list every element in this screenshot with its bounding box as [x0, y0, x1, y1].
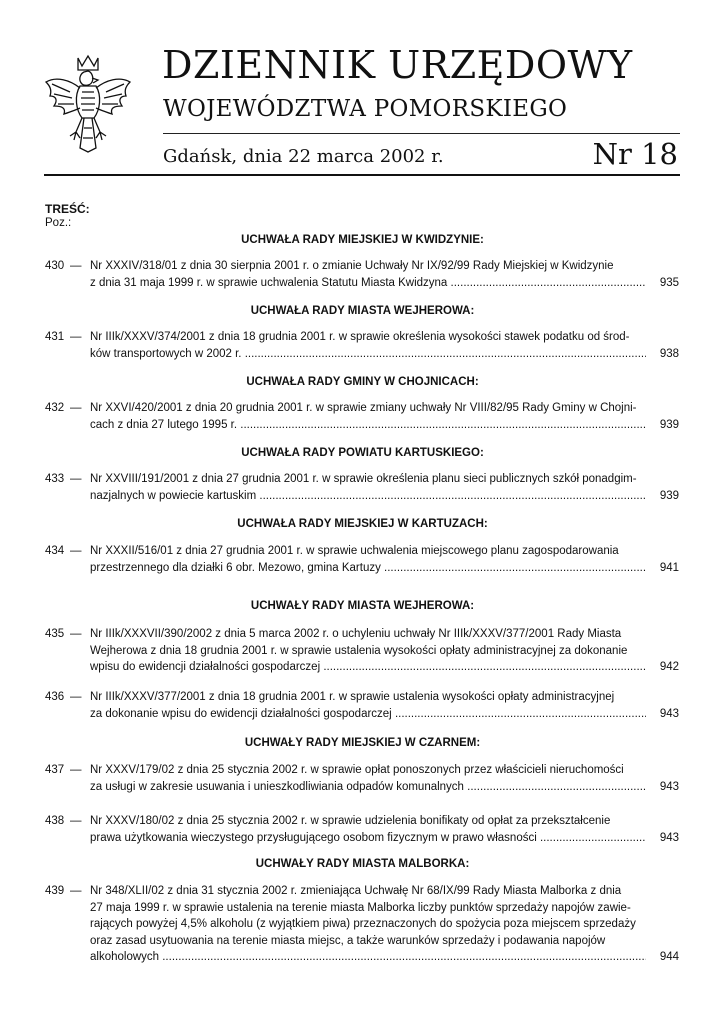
- entry-number: 433: [45, 473, 65, 485]
- entry-number: 438: [45, 815, 65, 827]
- entry-line: Nr XXVI/420/2001 z dnia 20 grudnia 2001 r. w sprawie zmiany uchwały Nr VIII/82/95 Rady Gminy w Chojni-: [90, 402, 637, 414]
- entry-line: rających powyżej 4,5% alkoholu (z wyjątkiem piwa) przeznaczonych do spożycia poza miejscem sprzedaży: [90, 918, 636, 930]
- entry-text: [90, 400, 646, 433]
- entry-dash: —: [70, 885, 82, 897]
- entry-line: oraz zasad usytuowania na terenie miasta miejsc, a także warunków sprzedaży i podawania napojów: [90, 934, 606, 947]
- entry-line: z dnia 31 maja 1999 r. w sprawie uchwalenia Statutu Miasta Kwidzyna .....: [90, 275, 646, 292]
- entry-line: Nr IIIk/XXXVII/390/2002 z dnia 5 marca 2002 r. o uchyleniu uchwały Nr IIIk/XXXV/377/2001 Rady Miasta: [90, 628, 622, 640]
- issue-date: Gdańsk, dnia 22 marca 2002 r.: [163, 146, 444, 167]
- entry-line: za usługi w zakresie usuwania i unieszkodliwiania odpadów komunalnych .....: [90, 779, 646, 796]
- entry-page: 938: [659, 347, 679, 360]
- entry-dash: —: [70, 691, 82, 703]
- entry-line: 27 maja 1999 r. w sprawie ustalenia na terenie miasta Malborka liczby punktów sprzedaży napojów zawie-: [90, 901, 631, 914]
- entry-text: [90, 813, 646, 846]
- entry-line: nazjalnych w powiecie kartuskim .....: [90, 488, 646, 505]
- entry-line: alkoholowych .....: [90, 949, 646, 966]
- entry-text: [90, 762, 646, 795]
- entry-line: wpisu do ewidencji działalności gospodarczej .....: [90, 659, 646, 676]
- entry-text: [90, 689, 646, 722]
- section-title: UCHWAŁA RADY GMINY W CHOJNICACH:: [246, 376, 479, 388]
- entry-text: [90, 258, 646, 291]
- entry-dash: —: [70, 545, 82, 557]
- entry-page: 942: [659, 661, 679, 673]
- entry-line: Nr XXXII/516/01 z dnia 27 grudnia 2001 r. w sprawie uchwalenia miejscowego planu zagospodarowania: [90, 545, 619, 557]
- section-title: UCHWAŁY RADY MIEJSKIEJ W CZARNEM:: [244, 737, 481, 749]
- journal-subtitle: WOJEWÓDZTWA POMORSKIEGO: [163, 96, 568, 122]
- entry-dash: —: [70, 331, 82, 343]
- entry-number: 435: [45, 628, 65, 640]
- entry-line: cach z dnia 27 lutego 1995 r. .....: [90, 417, 646, 434]
- entry-dash: —: [70, 260, 82, 272]
- entry-dash: —: [70, 402, 82, 414]
- entry-line: ków transportowych w 2002 r. .....: [90, 346, 646, 363]
- entry-number: 431: [45, 331, 65, 343]
- entry-page: 943: [659, 707, 679, 720]
- entry-text: [90, 329, 646, 362]
- entry-dash: —: [70, 815, 82, 827]
- entry-line: Nr 348/XLII/02 z dnia 31 stycznia 2002 r. zmieniająca Uchwałę Nr 68/IX/99 Rady Miasta Malborka z dnia: [90, 885, 622, 897]
- section-title: UCHWAŁA RADY MIASTA WEJHEROWA:: [250, 305, 475, 317]
- masthead-divider: [163, 133, 680, 134]
- entry-line: Nr XXXV/179/02 z dnia 25 stycznia 2002 r. w sprawie opłat ponoszonych przez właścicieli nieruchomości: [90, 764, 624, 776]
- entry-text: [90, 883, 646, 966]
- polish-eagle-emblem-icon: [40, 52, 136, 156]
- journal-title: DZIENNIK URZĘDOWY: [162, 43, 633, 87]
- entry-line: przestrzennego dla działki 6 obr. Mezowo, gmina Kartuzy .....: [90, 560, 646, 577]
- entry-text: [90, 471, 646, 504]
- entry-line: Wejherowa z dnia 18 grudnia 2001 r. w sprawie ustalenia wysokości opłaty administracyjnej za dokonanie: [90, 644, 628, 657]
- section-title: UCHWAŁA RADY MIEJSKIEJ W KWIDZYNIE:: [241, 234, 484, 246]
- entry-number: 436: [45, 691, 65, 703]
- entry-number: 437: [45, 764, 65, 776]
- entry-page: 943: [659, 831, 679, 844]
- entry-number: 439: [45, 885, 65, 897]
- header-rule: [44, 174, 680, 176]
- entry-dash: —: [70, 628, 82, 640]
- entry-line: Nr XXVIII/191/2001 z dnia 27 grudnia 2001 r. w sprawie określenia planu sieci publicznych szkół ponadgim-: [90, 473, 637, 485]
- entry-number: 434: [45, 545, 65, 557]
- entry-text: [90, 626, 646, 676]
- position-label: Poz.:: [45, 217, 72, 229]
- entry-dash: —: [70, 764, 82, 776]
- entry-number: 430: [45, 260, 65, 272]
- section-title: UCHWAŁA RADY POWIATU KARTUSKIEGO:: [241, 447, 484, 459]
- contents-heading: TREŚĆ:: [45, 202, 90, 216]
- entry-page: 941: [659, 561, 679, 574]
- entry-page: 939: [659, 418, 679, 431]
- entry-number: 432: [45, 402, 65, 414]
- entry-line: Nr XXXV/180/02 z dnia 25 stycznia 2002 r. w sprawie udzielenia bonifikaty od opłat za przekształcenie: [90, 815, 611, 827]
- entry-text: [90, 543, 646, 576]
- entry-line: prawa użytkowania wieczystego przysługującego osobom fizycznym w prawo własności .....: [90, 830, 646, 847]
- section-title: UCHWAŁY RADY MIASTA MALBORKA:: [255, 858, 470, 870]
- entry-page: 935: [659, 276, 679, 289]
- entry-dash: —: [70, 473, 82, 485]
- section-title: UCHWAŁA RADY MIEJSKIEJ W KARTUZACH:: [237, 518, 488, 530]
- entry-page: 944: [659, 951, 679, 963]
- entry-line: Nr IIIk/XXXV/377/2001 z dnia 18 grudnia 2001 r. w sprawie ustalenia wysokości opłaty administracyjnej: [90, 691, 615, 703]
- section-title: UCHWAŁY RADY MIASTA WEJHEROWA:: [250, 600, 475, 612]
- issue-number: Nr 18: [592, 137, 678, 171]
- entry-page: 943: [659, 780, 679, 793]
- entry-line: Nr IIIk/XXXV/374/2001 z dnia 18 grudnia 2001 r. w sprawie określenia wysokości stawek podatku od środ-: [90, 331, 630, 343]
- entry-line: za dokonanie wpisu do ewidencji działalności gospodarczej .....: [90, 706, 646, 723]
- entry-line: Nr XXXIV/318/01 z dnia 30 sierpnia 2001 r. o zmianie Uchwały Nr IX/92/99 Rady Miejskiej w Kwidzynie: [90, 260, 614, 272]
- entry-page: 939: [659, 489, 679, 502]
